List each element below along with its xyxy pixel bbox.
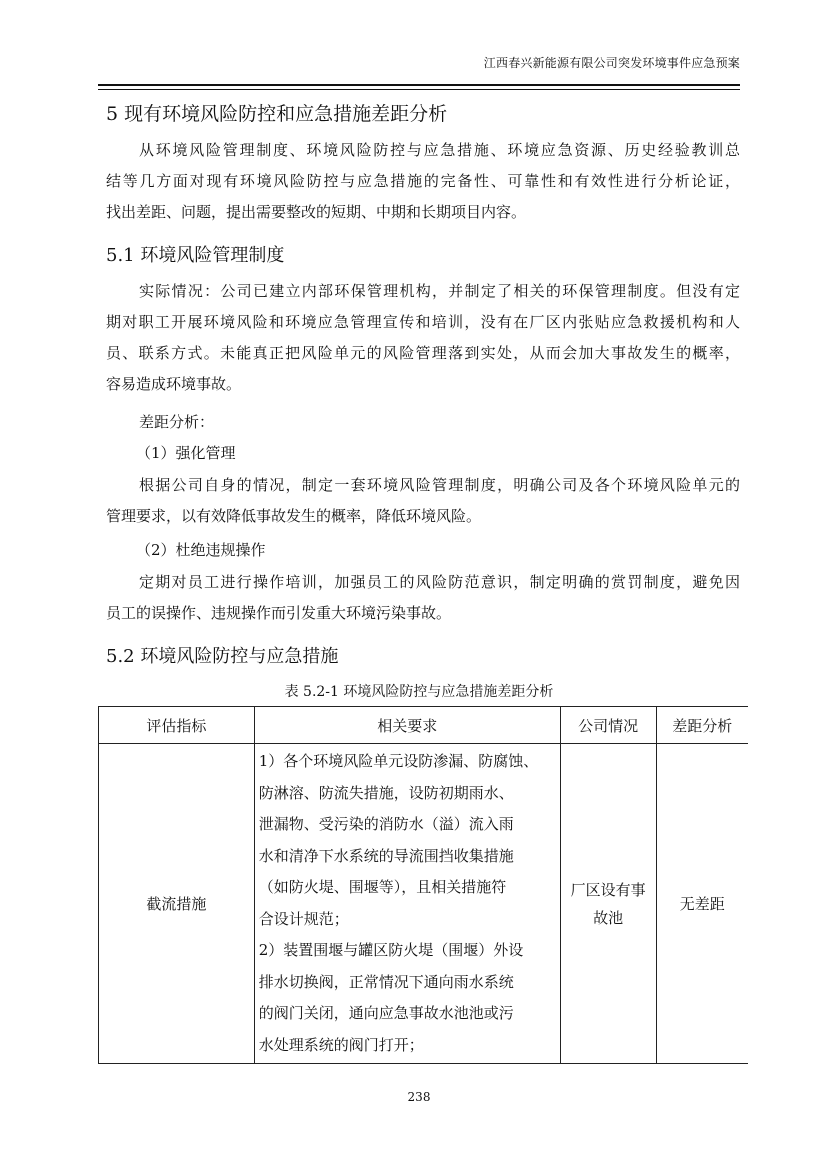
indicator-cell: 截流措施 <box>99 744 255 1064</box>
header-rule-thin <box>98 89 740 90</box>
company-situation-line: 厂区设有事 <box>570 880 646 899</box>
company-situation-line: 故池 <box>593 908 624 927</box>
gap-analysis-label: 差距分析： <box>139 413 215 431</box>
requirement-line: 水和清净下水系统的导流围挡收集措施 <box>258 846 514 865</box>
gap-analysis-table <box>98 706 748 1064</box>
item-1-line: 根据公司自身的情况，制定一套环境风险管理制度，明确公司及各个环境风险单元的 <box>139 476 740 494</box>
requirement-line: 水处理系统的阀门打开； <box>258 1035 424 1054</box>
table-caption: 表 5.2-1 环境风险防控与应急措施差距分析 <box>284 684 554 700</box>
table-row <box>99 744 749 1064</box>
actual-line: 期对职工开展环境风险和环境应急管理宣传和培训，没有在厂区内张贴应急救援机构和人 <box>106 313 740 331</box>
section-5-intro <box>106 135 740 228</box>
actual-line: 员、联系方式。未能真正把风险单元的风险管理落到实处，从而会加大事故发生的概率， <box>106 344 740 362</box>
item-1-title: （1）强化管理 <box>136 444 236 462</box>
item-2-title: （2）杜绝违规操作 <box>136 541 266 559</box>
requirement-line: 防淋溶、防流失措施，设防初期雨水、 <box>258 783 514 802</box>
item-2-line: 定期对员工进行操作培训，加强员工的风险防范意识，制定明确的赏罚制度，避免因 <box>139 573 740 591</box>
intro-line: 从环境风险管理制度、环境风险防控与应急措施、环境应急资源、历史经验教训总 <box>139 141 740 159</box>
item-2-paragraph <box>106 567 740 629</box>
intro-line: 找出差距、问题，提出需要整改的短期、中期和长期项目内容。 <box>106 203 527 221</box>
column-header: 公司情况 <box>560 707 656 744</box>
requirement-line: 排水切换阀，正常情况下通向雨水系统 <box>258 972 514 991</box>
actual-line: 实际情况：公司已建立内部环保管理机构，并制定了相关的环保管理制度。但没有定 <box>139 282 740 300</box>
requirement-line: 的阀门关闭，通向应急事故水池池或污 <box>258 1004 514 1022</box>
header-rule-thick <box>98 84 740 86</box>
requirement-line: 泄漏物、受污染的消防水（溢）流入雨 <box>258 815 514 833</box>
column-header: 评估指标 <box>99 707 255 744</box>
section-5-1-heading: 5.1 环境风险管理制度 <box>106 245 285 266</box>
requirement-line: 1）各个环境风险单元设防渗漏、防腐蚀、 <box>258 752 539 770</box>
section-5-2-heading: 5.2 环境风险防控与应急措施 <box>106 646 339 667</box>
item-1-paragraph <box>106 470 740 532</box>
section-5-heading: 5 现有环境风险防控和应急措施差距分析 <box>106 103 448 125</box>
page-number: 238 <box>407 1090 431 1104</box>
company-situation-cell <box>560 744 656 1064</box>
requirement-line: 2）装置围堰与罐区防火堤（围堰）外设 <box>258 941 524 959</box>
table-header-row <box>99 707 749 744</box>
requirement-line: （如防火堤、围堰等），且相关措施符 <box>258 878 507 896</box>
requirement-line: 合设计规范； <box>258 909 349 928</box>
item-1-line: 管理要求，以有效降低事故发生的概率，降低环境风险。 <box>106 507 482 525</box>
gap-analysis-cell: 无差距 <box>656 744 748 1064</box>
actual-situation-paragraph <box>106 276 740 400</box>
intro-line: 结等几方面对现有环境风险防控与应急措施的完备性、可靠性和有效性进行分析论证， <box>106 172 740 190</box>
column-header: 相关要求 <box>254 707 560 744</box>
running-header: 江西春兴新能源有限公司突发环境事件应急预案 <box>483 56 740 70</box>
column-header: 差距分析 <box>656 707 748 744</box>
actual-line: 容易造成环境事故。 <box>106 375 242 393</box>
requirements-cell <box>254 744 560 1064</box>
item-2-line: 员工的误操作、违规操作而引发重大环境污染事故。 <box>106 604 452 622</box>
